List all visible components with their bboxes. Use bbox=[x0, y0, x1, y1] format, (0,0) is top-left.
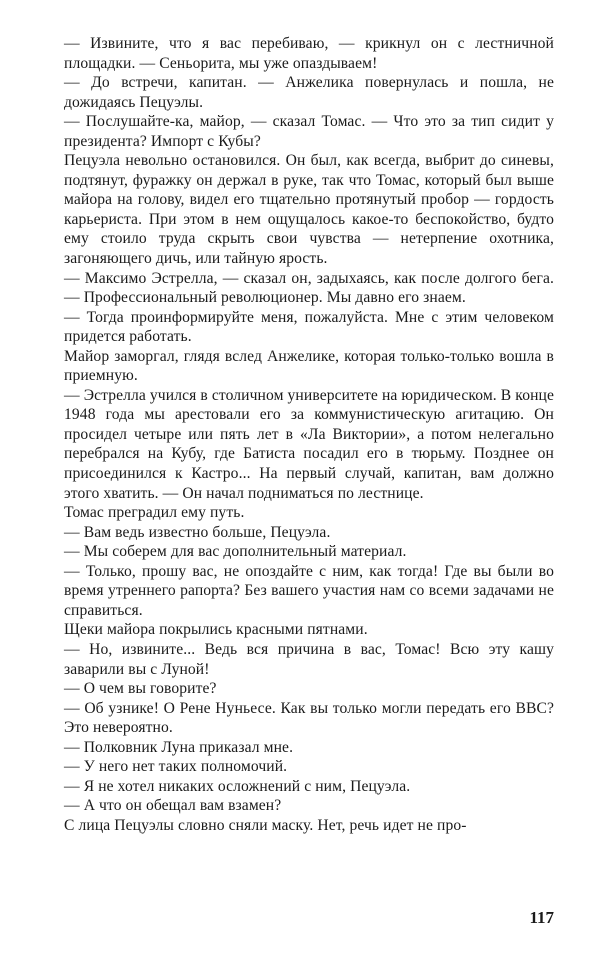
paragraph-14: — Но, извините... Ведь вся причина в вас, Томас! Всю эту кашу заварили вы с Луной! bbox=[64, 640, 554, 678]
paragraph-10: — Вам ведь известно больше, Пецуэла. bbox=[64, 523, 331, 541]
paragraph-16: — Об узнике! О Рене Нуньесе. Как вы только могли передать его ВВС? Это невероятно. bbox=[64, 699, 554, 737]
paragraph-9: Томас преградил ему путь. bbox=[64, 504, 245, 522]
paragraph-21: С лица Пецуэлы словно сняли маску. Нет, речь идет не про- bbox=[64, 816, 467, 834]
paragraph-6: — Тогда проинформируйте меня, пожалуйста. Мне с этим человеком придется работать. bbox=[64, 308, 554, 346]
paragraph-20: — А что он обещал вам взамен? bbox=[64, 797, 282, 815]
paragraph-1: — Извините, что я вас перебиваю, — крикнул он с лестничной площадки. — Сеньорита, мы уже опаздываем! bbox=[64, 35, 554, 72]
paragraph-15: — О чем вы говорите? bbox=[64, 680, 217, 698]
paragraph-7: Майор заморгал, глядя вслед Анжелике, которая только-только вошла в приемную. bbox=[64, 347, 554, 385]
paragraph-5: — Максимо Эстрелла, — сказал он, задыхаясь, как после долгого бега. — Профессиональный революционер. Мы давно его знаем. bbox=[64, 269, 554, 307]
paragraph-8: — Эстрелла учился в столичном университете на юридическом. В конце 1948 года мы арестовали его за коммунистическую агитацию. Он просидел четыре или пять лет в «Ла Виктории», а потом нелегально перебрался на Кубу, где Батиста посадил его в тюрьму. Позднее он присоединился к Кастро... На первый случай, капитан, вам должно этого хватить. — Он начал подниматься по лестнице. bbox=[64, 386, 554, 502]
paragraph-19: — Я не хотел никаких осложнений с ним, Пецуэла. bbox=[64, 777, 411, 795]
paragraph-3: — Послушайте-ка, майор, — сказал Томас. — Что это за тип сидит у президента? Импорт с Кубы? bbox=[64, 113, 554, 150]
paragraph-13: Щеки майора покрылись красными пятнами. bbox=[64, 621, 368, 639]
paragraph-2: — До встречи, капитан. — Анжелика повернулась и пошла, не дожидаясь Пецуэлы. bbox=[64, 74, 554, 111]
paragraph-17: — Полковник Луна приказал мне. bbox=[64, 738, 294, 756]
paragraph-18: — У него нет таких полномочий. bbox=[64, 758, 288, 776]
paragraph-11: — Мы соберем для вас дополнительный материал. bbox=[64, 543, 407, 561]
page-number: 117 bbox=[529, 908, 554, 927]
paragraph-4: Пецуэла невольно остановился. Он был, как всегда, выбрит до синевы, подтянут, фуражку он держал в руке, так что Томас, который был выше майора на голову, видел его тщательно протянутый пробор — гордость карьериста. При этом в нем ощущалось какое-то беспокойство, будто ему стоило труда скрыть свои чувства — нетерпение охотника, загоняющего дичь, или тайную ярость. bbox=[64, 152, 554, 268]
paragraph-12: — Только, прошу вас, не опоздайте с ним, как тогда! Где вы были во время утреннего рапорта? Без вашего участия нам со всеми задачами не справиться. bbox=[64, 562, 554, 619]
page-text bbox=[64, 34, 554, 835]
